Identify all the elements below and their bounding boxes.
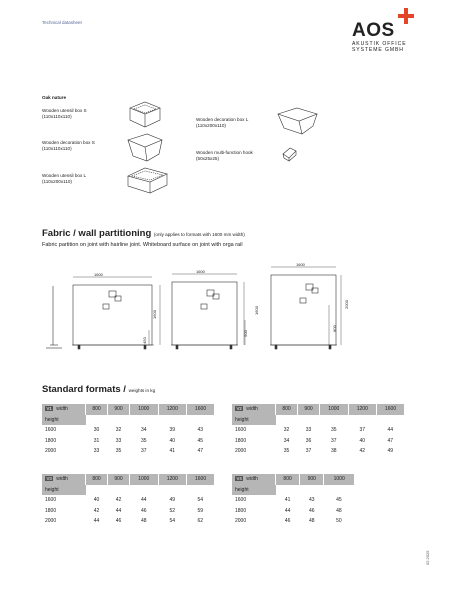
format-table-v1: V1 width 800 900 1000 1200 1600 height 1600 30 32 34 39 43 1800 31 33 35 40 45 2000 33 35 37 41 47 [42, 404, 214, 457]
oak-item-decoration-s: Wooden decoration box S (110x110x110) [42, 140, 95, 151]
table-row: 2000 46 48 50 [232, 516, 354, 527]
logo-subtitle: AKUSTIK OFFICE SYSTEME GMBH [352, 41, 407, 53]
utensil-box-l-drawing [125, 166, 170, 196]
table-row: 1600 30 32 34 39 43 [42, 425, 214, 436]
oak-item-utensil-s: Wooden utensil box S (110x110x110) [42, 108, 87, 119]
utensil-box-s-drawing [125, 100, 165, 130]
document-type-label: Technical datasheet [42, 20, 82, 25]
table-row: 1800 44 46 48 [232, 506, 354, 517]
partition-drawings [36, 260, 361, 356]
fabric-section-title: Fabric / wall partitioning (only applies to formats with 1600 mm width) [42, 228, 245, 239]
format-table-v4: V4 width 800 900 1000 height 1600 41 43 45 1800 44 46 48 2000 46 48 50 [232, 474, 354, 527]
document-version-code: 02.2025 [425, 550, 430, 565]
table-row: 1600 32 33 35 37 44 [232, 425, 404, 436]
dim-height-2: 1600 [253, 306, 259, 315]
decoration-box-s-drawing [125, 132, 165, 164]
dim-width-3: 1600 [296, 262, 305, 267]
multi-function-hook-drawing [280, 144, 300, 164]
format-table-v3: V3 width 800 900 1000 1200 1600 height 1600 40 42 44 49 54 1800 42 44 46 52 59 2000 44 46 48 54 62 [42, 474, 214, 527]
table-row: 1600 40 42 44 49 54 [42, 495, 214, 506]
table-row: 1800 31 33 35 40 45 [42, 436, 214, 447]
table-row: 2000 33 35 37 41 47 [42, 446, 214, 457]
decoration-box-l-drawing [275, 106, 320, 136]
dim-height-3: 2000 [343, 300, 349, 309]
dim-foot-1: 450 [141, 337, 147, 344]
oak-item-utensil-l: Wooden utensil box L (110x200x110) [42, 173, 87, 184]
dim-leg-2: 500 [242, 330, 248, 337]
formats-section-title: Standard formats / weights in kg [42, 384, 156, 395]
aos-logo [352, 8, 424, 64]
logo-plus-icon [398, 8, 414, 24]
oak-title: Oak nature [42, 95, 66, 100]
table-row: 2000 35 37 38 42 49 [232, 446, 404, 457]
fabric-description: Fabric partition on joint with hairline joint. Whiteboard surface on joint with orga rail [42, 242, 243, 248]
table-row: 1600 41 43 45 [232, 495, 354, 506]
format-table-v2: V2 width 800 900 1000 1200 1600 height 1600 32 33 35 37 44 1800 34 36 37 40 47 2000 35 37 38 42 49 [232, 404, 404, 457]
table-row: 1800 42 44 46 52 59 [42, 506, 214, 517]
dim-width-1: 1600 [94, 272, 103, 277]
table-row: 2000 44 46 48 54 62 [42, 516, 214, 527]
oak-item-decoration-l: Wooden decoration box L (110x200x110) [196, 117, 249, 128]
dim-width-2: 1600 [196, 269, 205, 274]
table-row: 1800 34 36 37 40 47 [232, 436, 404, 447]
dim-rail-3: 800 [331, 325, 337, 332]
dim-height-1: 1600 [151, 310, 157, 319]
logo-wordmark: AOS [352, 20, 395, 41]
oak-item-hook: Wooden multi-function hook (50x25x25) [196, 150, 253, 161]
